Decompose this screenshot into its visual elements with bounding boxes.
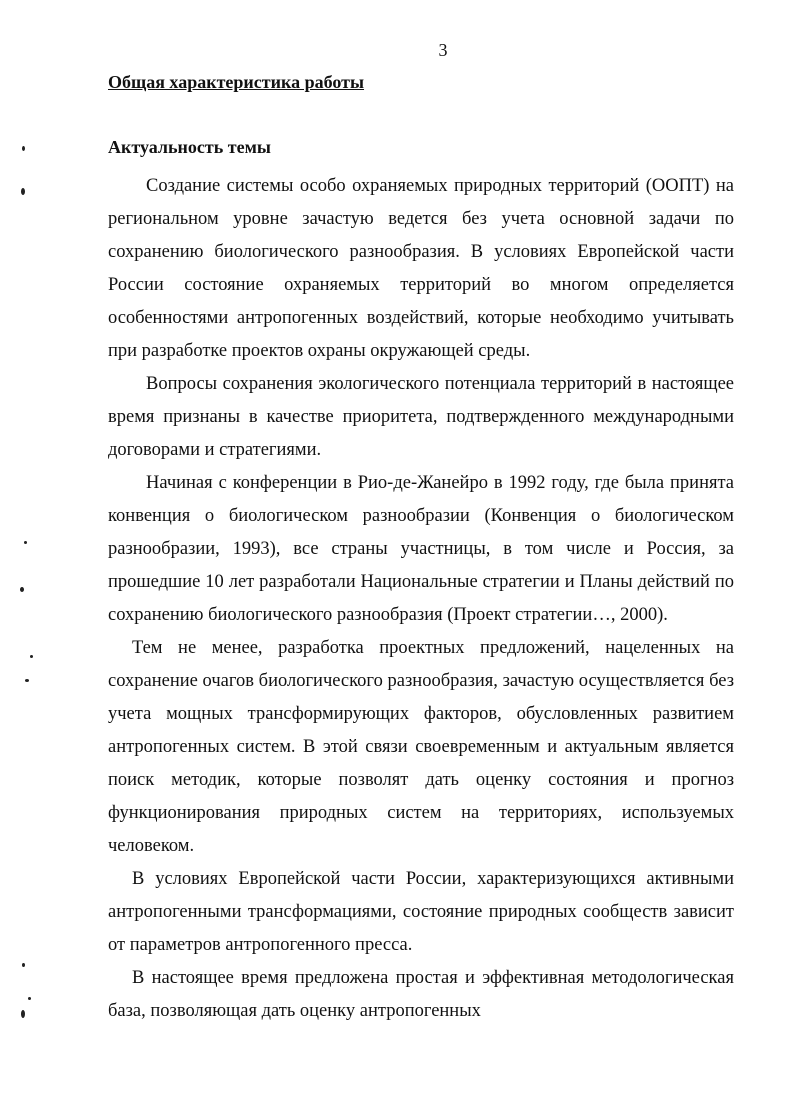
section-title-general: Общая характеристика работы <box>108 72 365 92</box>
scan-speck <box>21 188 25 195</box>
scan-speck <box>24 541 27 544</box>
paragraph-1: Создание системы особо охраняемых природных территорий (ООПТ) на региональном уровне зачастую ведется без учета основной задачи по сохранению биологического разнообразия. В условиях Европейской части России состояние охраняемых территорий во многом определяется особенностями антропогенных воздействий, которые необходимо учитывать при разработке проектов охраны окружающей среды. <box>108 176 734 361</box>
scan-speck <box>21 1010 25 1018</box>
paragraph-6: В настоящее время предложена простая и эффективная методологическая база, позволяющая дать оценку антропогенных <box>108 968 734 1021</box>
page-number: 3 <box>438 40 448 60</box>
scan-speck <box>30 655 33 658</box>
scan-speck <box>22 146 25 151</box>
scan-speck <box>25 679 29 682</box>
scan-speck <box>22 963 25 967</box>
paragraph-2: Вопросы сохранения экологического потенциала территорий в настоящее время признаны в качестве приоритета, подтвержденного международными договорами и стратегиями. <box>108 374 734 460</box>
scan-speck <box>28 997 31 1000</box>
paragraph-3: Начиная с конференции в Рио-де-Жанейро в 1992 году, где была принята конвенция о биологическом разнообразии (Конвенция о биологическом разнообразии, 1993), все страны участницы, в том числе и Россия, за прошедшие 10 лет разработали Национальные стратегии и Планы действий по сохранению биологического разнообразия (Проект стратегии…, 2000). <box>108 473 734 625</box>
scan-speck <box>20 587 24 592</box>
subsection-title-relevance: Актуальность темы <box>108 137 271 157</box>
paragraph-5: В условиях Европейской части России, характеризующихся активными антропогенными трансформациями, состояние природных сообществ зависит от параметров антропогенного пресса. <box>108 869 734 955</box>
body-text <box>108 170 734 1028</box>
paragraph-4: Тем не менее, разработка проектных предложений, нацеленных на сохранение очагов биологического разнообразия, зачастую осуществляется без учета мощных трансформирующих факторов, обусловленных развитием антропогенных систем. В этой связи своевременным и актуальным является поиск методик, которые позволят дать оценку состояния и прогноз функционирования природных систем на территориях, используемых человеком. <box>108 638 734 856</box>
